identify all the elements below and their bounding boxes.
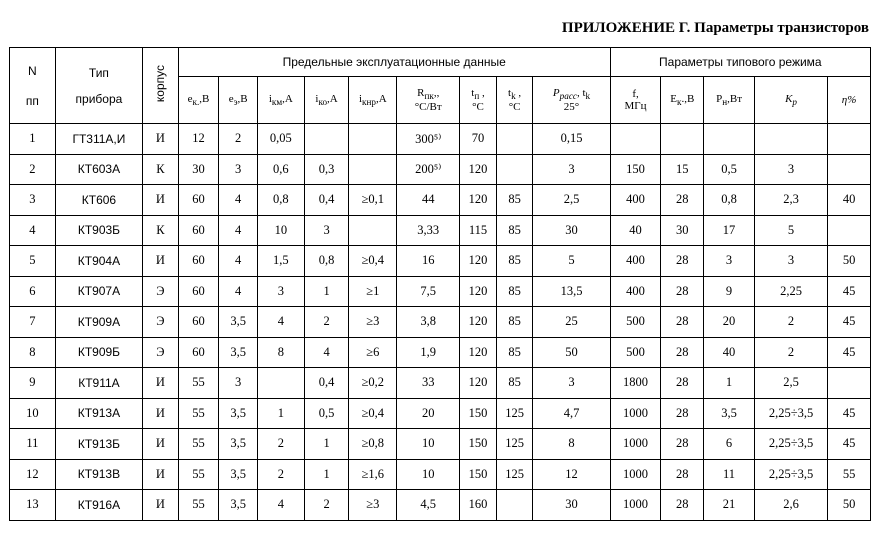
cell-rpk: 4,5 bbox=[397, 490, 460, 521]
cell-eta: 45 bbox=[828, 276, 871, 307]
cell-iko: 2 bbox=[304, 490, 349, 521]
cell-ikm: 3 bbox=[257, 276, 304, 307]
table-body bbox=[10, 124, 871, 521]
cell-type: ГТ311А,И bbox=[55, 124, 142, 155]
cell-tp: 115 bbox=[460, 215, 497, 246]
cell-n: 3 bbox=[10, 185, 56, 216]
cell-pn: 17 bbox=[704, 215, 755, 246]
cell-iknr: ≥1 bbox=[349, 276, 397, 307]
cell-n: 11 bbox=[10, 429, 56, 460]
cell-ek: 60 bbox=[178, 185, 219, 216]
cell-prass: 2,5 bbox=[533, 185, 610, 216]
cell-ikm bbox=[257, 368, 304, 399]
header-eta: η% bbox=[828, 77, 871, 124]
cell-eta: 55 bbox=[828, 459, 871, 490]
transistor-parameters-table bbox=[9, 47, 871, 521]
cell-tk: 85 bbox=[496, 185, 533, 216]
header-prass: $Р_{расс}$, $t_k$ 25° bbox=[533, 77, 610, 124]
header-rpk: $R_{пк}$,, °С/Вт bbox=[397, 77, 460, 124]
cell-type: КТ913Б bbox=[55, 429, 142, 460]
cell-ek: 55 bbox=[178, 398, 219, 429]
cell-tk bbox=[496, 154, 533, 185]
cell-n: 7 bbox=[10, 307, 56, 338]
cell-rpk: 10 bbox=[397, 459, 460, 490]
cell-prass: 5 bbox=[533, 246, 610, 277]
cell-tk: 125 bbox=[496, 459, 533, 490]
cell-ikm: 4 bbox=[257, 307, 304, 338]
cell-tp: 120 bbox=[460, 307, 497, 338]
cell-rpk: 20 bbox=[397, 398, 460, 429]
table-row bbox=[10, 124, 871, 155]
cell-ee: 3 bbox=[219, 368, 258, 399]
cell-tk: 125 bbox=[496, 429, 533, 460]
cell-ee: 3,5 bbox=[219, 490, 258, 521]
cell-ek: 60 bbox=[178, 276, 219, 307]
cell-prass: 30 bbox=[533, 215, 610, 246]
cell-prass: 12 bbox=[533, 459, 610, 490]
cell-ek: 55 bbox=[178, 459, 219, 490]
cell-tp: 120 bbox=[460, 337, 497, 368]
cell-prass: 0,15 bbox=[533, 124, 610, 155]
cell-ikm: 2 bbox=[257, 429, 304, 460]
cell-ek-typical: 30 bbox=[661, 215, 704, 246]
cell-tp: 120 bbox=[460, 246, 497, 277]
cell-tp: 120 bbox=[460, 368, 497, 399]
cell-ek-typical: 28 bbox=[661, 429, 704, 460]
cell-eta: 50 bbox=[828, 246, 871, 277]
cell-type: КТ911А bbox=[55, 368, 142, 399]
cell-ek-typical: 28 bbox=[661, 276, 704, 307]
cell-tk: 125 bbox=[496, 398, 533, 429]
cell-iknr: ≥0,1 bbox=[349, 185, 397, 216]
cell-korpus: Э bbox=[143, 337, 179, 368]
cell-korpus: И bbox=[143, 185, 179, 216]
cell-prass: 3 bbox=[533, 368, 610, 399]
header-f: f, МГц bbox=[610, 77, 661, 124]
cell-ee: 3 bbox=[219, 154, 258, 185]
cell-rpk: 200⁵⁾ bbox=[397, 154, 460, 185]
cell-type: КТ909А bbox=[55, 307, 142, 338]
cell-kp: 2,25 bbox=[754, 276, 827, 307]
cell-ikm: 2 bbox=[257, 459, 304, 490]
cell-eta bbox=[828, 154, 871, 185]
cell-ek-typical: 28 bbox=[661, 185, 704, 216]
cell-pn: 6 bbox=[704, 429, 755, 460]
cell-kp: 2 bbox=[754, 337, 827, 368]
cell-ee: 4 bbox=[219, 185, 258, 216]
cell-ikm: 0,8 bbox=[257, 185, 304, 216]
cell-iko: 3 bbox=[304, 215, 349, 246]
cell-type: КТ909Б bbox=[55, 337, 142, 368]
cell-pn: 3 bbox=[704, 246, 755, 277]
cell-prass: 25 bbox=[533, 307, 610, 338]
cell-pn: 9 bbox=[704, 276, 755, 307]
cell-korpus: Э bbox=[143, 307, 179, 338]
cell-type: КТ907А bbox=[55, 276, 142, 307]
cell-korpus: И bbox=[143, 124, 179, 155]
cell-f: 150 bbox=[610, 154, 661, 185]
cell-iknr: ≥3 bbox=[349, 307, 397, 338]
cell-korpus: И bbox=[143, 398, 179, 429]
cell-tp: 70 bbox=[460, 124, 497, 155]
table-row bbox=[10, 429, 871, 460]
cell-ee: 2 bbox=[219, 124, 258, 155]
cell-type: КТ606 bbox=[55, 185, 142, 216]
cell-tp: 160 bbox=[460, 490, 497, 521]
cell-kp bbox=[754, 124, 827, 155]
cell-ikm: 8 bbox=[257, 337, 304, 368]
cell-tk bbox=[496, 490, 533, 521]
cell-rpk: 300⁵⁾ bbox=[397, 124, 460, 155]
cell-iknr: ≥6 bbox=[349, 337, 397, 368]
cell-pn: 20 bbox=[704, 307, 755, 338]
cell-ek-typical: 28 bbox=[661, 490, 704, 521]
cell-prass: 3 bbox=[533, 154, 610, 185]
header-type-line1: Тип bbox=[88, 65, 109, 80]
cell-f: 400 bbox=[610, 276, 661, 307]
cell-tk: 85 bbox=[496, 215, 533, 246]
header-iknr: $i_{кнр},А$ bbox=[349, 77, 397, 124]
cell-eta: 45 bbox=[828, 398, 871, 429]
cell-n: 6 bbox=[10, 276, 56, 307]
cell-pn: 11 bbox=[704, 459, 755, 490]
cell-rpk: 33 bbox=[397, 368, 460, 399]
cell-iknr: ≥0,2 bbox=[349, 368, 397, 399]
cell-n: 5 bbox=[10, 246, 56, 277]
header-type bbox=[55, 48, 142, 124]
cell-tk: 85 bbox=[496, 337, 533, 368]
cell-iknr: ≥0,4 bbox=[349, 398, 397, 429]
cell-kp: 2,25÷3,5 bbox=[754, 459, 827, 490]
cell-iknr: ≥0,8 bbox=[349, 429, 397, 460]
cell-iko: 1 bbox=[304, 459, 349, 490]
table-row bbox=[10, 368, 871, 399]
cell-ek-typical: 28 bbox=[661, 398, 704, 429]
header-iko: $i_{ко},А$ bbox=[304, 77, 349, 124]
cell-n: 1 bbox=[10, 124, 56, 155]
cell-eta: 40 bbox=[828, 185, 871, 216]
cell-ek-typical: 28 bbox=[661, 337, 704, 368]
cell-ek: 55 bbox=[178, 490, 219, 521]
cell-type: КТ913В bbox=[55, 459, 142, 490]
cell-eta bbox=[828, 124, 871, 155]
cell-ek-typical bbox=[661, 124, 704, 155]
cell-tp: 120 bbox=[460, 154, 497, 185]
cell-kp: 2,6 bbox=[754, 490, 827, 521]
cell-ek: 12 bbox=[178, 124, 219, 155]
page-title: ПРИЛОЖЕНИЕ Г. Параметры транзисторов bbox=[561, 20, 869, 36]
cell-rpk: 7,5 bbox=[397, 276, 460, 307]
header-number bbox=[10, 48, 56, 124]
table-row bbox=[10, 490, 871, 521]
cell-f: 40 bbox=[610, 215, 661, 246]
cell-ek-typical: 28 bbox=[661, 307, 704, 338]
cell-pn: 21 bbox=[704, 490, 755, 521]
cell-iko: 0,3 bbox=[304, 154, 349, 185]
cell-iko: 0,8 bbox=[304, 246, 349, 277]
cell-f: 500 bbox=[610, 337, 661, 368]
cell-eta: 45 bbox=[828, 307, 871, 338]
cell-ikm: 10 bbox=[257, 215, 304, 246]
cell-ee: 3,5 bbox=[219, 459, 258, 490]
cell-kp: 2,25÷3,5 bbox=[754, 429, 827, 460]
cell-f: 400 bbox=[610, 246, 661, 277]
header-ikm: $i_{км},А$ bbox=[257, 77, 304, 124]
cell-pn bbox=[704, 124, 755, 155]
cell-korpus: И bbox=[143, 459, 179, 490]
cell-f: 1000 bbox=[610, 459, 661, 490]
cell-eta: 50 bbox=[828, 490, 871, 521]
cell-f bbox=[610, 124, 661, 155]
cell-ek: 60 bbox=[178, 215, 219, 246]
cell-kp: 3 bbox=[754, 246, 827, 277]
header-kp: $К_р$ bbox=[754, 77, 827, 124]
cell-ek-typical: 28 bbox=[661, 368, 704, 399]
cell-iko: 0,4 bbox=[304, 368, 349, 399]
cell-iknr bbox=[349, 124, 397, 155]
cell-korpus: Э bbox=[143, 276, 179, 307]
cell-tp: 150 bbox=[460, 429, 497, 460]
cell-rpk: 3,8 bbox=[397, 307, 460, 338]
cell-iko: 4 bbox=[304, 337, 349, 368]
cell-eta bbox=[828, 368, 871, 399]
cell-rpk: 1,9 bbox=[397, 337, 460, 368]
cell-ee: 3,5 bbox=[219, 398, 258, 429]
cell-pn: 0,8 bbox=[704, 185, 755, 216]
table-row bbox=[10, 276, 871, 307]
cell-eta: 45 bbox=[828, 337, 871, 368]
cell-rpk: 44 bbox=[397, 185, 460, 216]
cell-tk: 85 bbox=[496, 368, 533, 399]
cell-tp: 150 bbox=[460, 398, 497, 429]
header-tk: $t_k$ , °С bbox=[496, 77, 533, 124]
cell-n: 9 bbox=[10, 368, 56, 399]
cell-type: КТ903Б bbox=[55, 215, 142, 246]
cell-ek-typical: 28 bbox=[661, 459, 704, 490]
header-pn: $Р_н,Вт$ bbox=[704, 77, 755, 124]
cell-iko: 2 bbox=[304, 307, 349, 338]
cell-f: 1800 bbox=[610, 368, 661, 399]
cell-iknr: ≥3 bbox=[349, 490, 397, 521]
cell-n: 10 bbox=[10, 398, 56, 429]
header-ee: $e_э,В$ bbox=[219, 77, 258, 124]
cell-kp: 5 bbox=[754, 215, 827, 246]
cell-f: 1000 bbox=[610, 490, 661, 521]
cell-tk: 85 bbox=[496, 276, 533, 307]
cell-prass: 8 bbox=[533, 429, 610, 460]
cell-ek: 60 bbox=[178, 246, 219, 277]
cell-eta bbox=[828, 215, 871, 246]
cell-iko: 0,4 bbox=[304, 185, 349, 216]
cell-type: КТ913А bbox=[55, 398, 142, 429]
cell-n: 12 bbox=[10, 459, 56, 490]
cell-prass: 30 bbox=[533, 490, 610, 521]
cell-prass: 13,5 bbox=[533, 276, 610, 307]
cell-iknr: ≥0,4 bbox=[349, 246, 397, 277]
cell-iknr bbox=[349, 215, 397, 246]
table-row bbox=[10, 398, 871, 429]
cell-kp: 3 bbox=[754, 154, 827, 185]
header-ek-typical: $E_к.,В$ bbox=[661, 77, 704, 124]
header-number-line1: N bbox=[28, 63, 37, 78]
cell-ikm: 0,05 bbox=[257, 124, 304, 155]
cell-ee: 3,5 bbox=[219, 307, 258, 338]
cell-ek-typical: 28 bbox=[661, 246, 704, 277]
cell-f: 1000 bbox=[610, 398, 661, 429]
cell-tp: 150 bbox=[460, 459, 497, 490]
table-row bbox=[10, 246, 871, 277]
cell-ek: 55 bbox=[178, 368, 219, 399]
cell-ek: 30 bbox=[178, 154, 219, 185]
cell-iknr bbox=[349, 154, 397, 185]
cell-ee: 4 bbox=[219, 276, 258, 307]
cell-prass: 4,7 bbox=[533, 398, 610, 429]
cell-n: 2 bbox=[10, 154, 56, 185]
cell-iko: 1 bbox=[304, 429, 349, 460]
table-row bbox=[10, 215, 871, 246]
cell-prass: 50 bbox=[533, 337, 610, 368]
cell-type: КТ916А bbox=[55, 490, 142, 521]
cell-ek: 55 bbox=[178, 429, 219, 460]
cell-kp: 2,5 bbox=[754, 368, 827, 399]
cell-ee: 4 bbox=[219, 215, 258, 246]
cell-ek-typical: 15 bbox=[661, 154, 704, 185]
cell-tk: 85 bbox=[496, 307, 533, 338]
cell-korpus: К bbox=[143, 215, 179, 246]
cell-ek: 60 bbox=[178, 307, 219, 338]
cell-kp: 2 bbox=[754, 307, 827, 338]
cell-korpus: И bbox=[143, 429, 179, 460]
cell-rpk: 10 bbox=[397, 429, 460, 460]
header-korpus bbox=[143, 48, 179, 124]
cell-ikm: 0,6 bbox=[257, 154, 304, 185]
cell-f: 500 bbox=[610, 307, 661, 338]
cell-n: 13 bbox=[10, 490, 56, 521]
cell-iko: 1 bbox=[304, 276, 349, 307]
header-tp: $t_п$ , °С bbox=[460, 77, 497, 124]
table-row bbox=[10, 307, 871, 338]
cell-tk: 85 bbox=[496, 246, 533, 277]
cell-ee: 3,5 bbox=[219, 429, 258, 460]
cell-korpus: К bbox=[143, 154, 179, 185]
cell-tp: 120 bbox=[460, 185, 497, 216]
header-ek: $e_{к.},В$ bbox=[178, 77, 219, 124]
cell-iknr: ≥1,6 bbox=[349, 459, 397, 490]
cell-korpus: И bbox=[143, 490, 179, 521]
cell-n: 8 bbox=[10, 337, 56, 368]
table-row bbox=[10, 185, 871, 216]
cell-ee: 4 bbox=[219, 246, 258, 277]
cell-pn: 3,5 bbox=[704, 398, 755, 429]
cell-tk bbox=[496, 124, 533, 155]
cell-f: 1000 bbox=[610, 429, 661, 460]
cell-type: КТ603А bbox=[55, 154, 142, 185]
header-typical-group: Параметры типового режима bbox=[610, 48, 870, 77]
cell-ikm: 1,5 bbox=[257, 246, 304, 277]
cell-pn: 1 bbox=[704, 368, 755, 399]
header-type-line2: прибора bbox=[75, 91, 123, 106]
cell-eta: 45 bbox=[828, 429, 871, 460]
cell-rpk: 16 bbox=[397, 246, 460, 277]
cell-korpus: И bbox=[143, 368, 179, 399]
cell-tp: 120 bbox=[460, 276, 497, 307]
cell-rpk: 3,33 bbox=[397, 215, 460, 246]
cell-pn: 40 bbox=[704, 337, 755, 368]
cell-f: 400 bbox=[610, 185, 661, 216]
cell-iko: 0,5 bbox=[304, 398, 349, 429]
table-row bbox=[10, 337, 871, 368]
cell-kp: 2,25÷3,5 bbox=[754, 398, 827, 429]
table-row bbox=[10, 154, 871, 185]
header-korpus-label: корпус bbox=[153, 64, 168, 103]
cell-ikm: 1 bbox=[257, 398, 304, 429]
cell-kp: 2,3 bbox=[754, 185, 827, 216]
table-row bbox=[10, 459, 871, 490]
cell-n: 4 bbox=[10, 215, 56, 246]
cell-ikm: 4 bbox=[257, 490, 304, 521]
header-number-line2: пп bbox=[25, 93, 39, 108]
cell-korpus: И bbox=[143, 246, 179, 277]
cell-ee: 3,5 bbox=[219, 337, 258, 368]
cell-iko bbox=[304, 124, 349, 155]
header-limits-group: Предельные эксплуатационные данные bbox=[178, 48, 610, 77]
cell-type: КТ904А bbox=[55, 246, 142, 277]
cell-pn: 0,5 bbox=[704, 154, 755, 185]
cell-ek: 60 bbox=[178, 337, 219, 368]
